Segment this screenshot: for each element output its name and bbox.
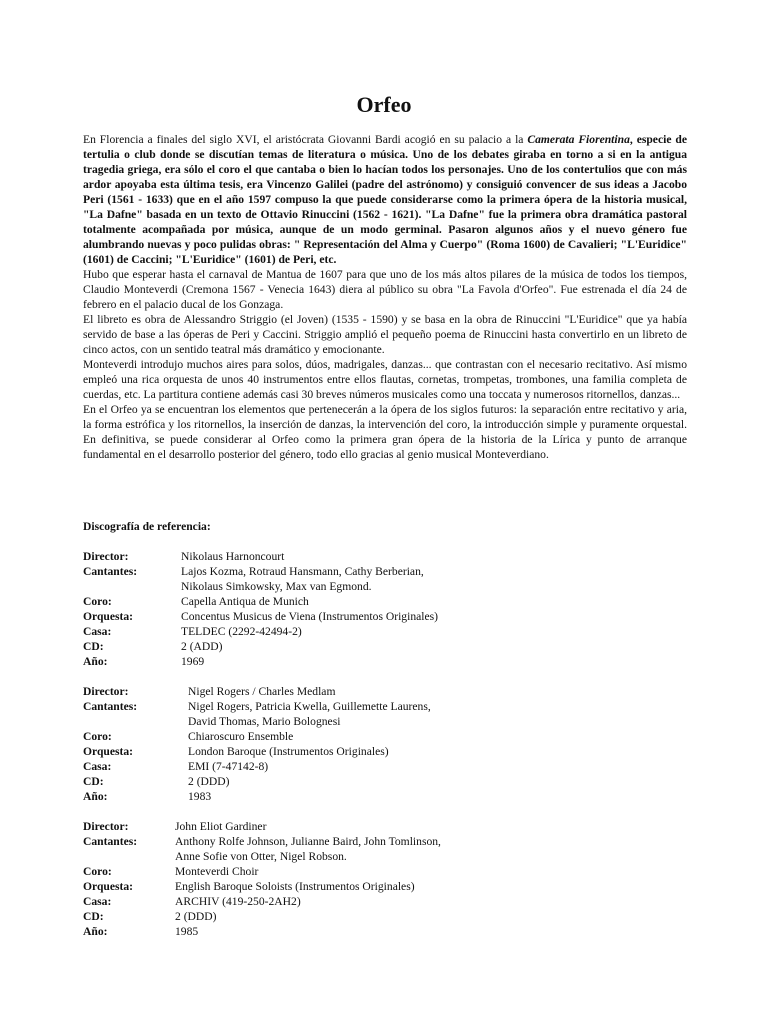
cd-value: 2 (DDD) [188,775,230,788]
year-label: Año: [83,925,108,938]
record-label-value: ARCHIV (419-250-2AH2) [175,895,301,908]
year-value: 1983 [188,790,212,803]
director-value: John Eliot Gardiner [175,820,267,833]
record-label-value: TELDEC (2292-42494-2) [181,625,302,638]
choir-label: Coro: [83,595,112,608]
record-label-label: Casa: [83,760,112,773]
singers-value: Nigel Rogers, Patricia Kwella, Guillemette Laurens, [188,700,431,713]
choir-value: Monteverdi Choir [175,865,259,878]
discography-entry [83,549,687,669]
year-value: 1969 [181,655,205,668]
paragraph-4: Monteverdi introdujo muchos aires para solos, dúos, madrigales, danzas... que contrastan con el necesario recitativo. Así mismo empleó una rica orquesta de unos 40 instrumentos entre ellos flautas, cornetas, trompetas, trombones, una familia completa de cuerdas, etc. La partitura contiene además casi 30 breves números musicales como una toccata y numerosos ritornellos, danzas... [83,358,687,401]
singers-value-continued: David Thomas, Mario Bolognesi [188,715,341,728]
director-label: Director: [83,685,129,698]
choir-value: Capella Antiqua de Munich [181,595,309,608]
choir-value: Chiaroscuro Ensemble [188,730,294,743]
cd-value: 2 (DDD) [175,910,217,923]
director-label: Director: [83,820,129,833]
record-label-label: Casa: [83,895,112,908]
cd-label: CD: [83,910,104,923]
record-label-value: EMI (7-47142-8) [188,760,269,773]
orchestra-value: English Baroque Soloists (Instrumentos Originales) [175,880,415,893]
year-value: 1985 [175,925,199,938]
record-label-label: Casa: [83,625,112,638]
singers-value: Lajos Kozma, Rotraud Hansmann, Cathy Berberian, [181,565,424,578]
director-value: Nikolaus Harnoncourt [181,550,285,563]
paragraph-1 [83,132,687,267]
paragraph-1-bold: , especie de tertulia o club donde se discutían temas de literatura o música. Uno de los debates giraba en torno a si en la antigua tragedia griega, era sólo el coro el que cantaba o bien lo hacían todos los personajes. Uno de los contertulios que con más ardor apoyaba esta última tesis, era Vincenzo Galilei (padre del astrónomo) y consiguió convencer de sus ideas a Jacobo Peri (1561 - 1633) que en el año 1597 compuso la que puede considerarse como la primera ópera de la historia musical, "La Dafne" basada en un texto de Ottavio Rinuccini (1562 - 1621). "La Dafne" fue la primera obra dramática pastoral totalmente acompañada por música, aunque de un modo germinal. Pasaron algunos años y el nuevo género fue alumbrando nuevas y poco pulidas obras: " Representación del Alma y Cuerpo" (Roma 1600) de Cavalieri; "L'Euridice" (1601) de Caccini; "L'Euridice" (1601) de Peri, etc. [83,133,687,266]
singers-value-continued: Nikolaus Simkowsky, Max van Egmond. [181,580,372,593]
director-value: Nigel Rogers / Charles Medlam [188,685,336,698]
year-label: Año: [83,790,108,803]
singers-value-continued: Anne Sofie von Otter, Nigel Robson. [175,850,347,863]
singers-label: Cantantes: [83,835,138,848]
orchestra-value: Concentus Musicus de Viena (Instrumentos Originales) [181,610,439,623]
camerata-name: Camerata Fiorentina [527,133,630,146]
paragraph-5: En el Orfeo ya se encuentran los elementos que pertenecerán a la ópera de los siglos futuros: la separación entre recitativo y aria, la forma estrófica y los ritornellos, la inserción de danzas, la intervención del coro, la introducción simple y puramente orquestal. En definitiva, se puede considerar al Orfeo como la primera gran ópera de la historia de la Lírica y punto de arranque fundamental en el desarrollo posterior del género, todo ello gracias al genio musical Monteverdiano. [83,403,687,461]
paragraph-3: El libreto es obra de Alessandro Striggio (el Joven) (1535 - 1590) y se basa en la obra de Rinuccini "L'Euridice" que ya había servido de base a las óperas de Peri y Caccini. Striggio amplió el pequeño poema de Rinuccini hasta convertirlo en un libreto de cinco actos, con un sentido teatral más dramático y emocionante. [83,313,687,356]
cd-label: CD: [83,640,104,653]
singers-label: Cantantes: [83,565,138,578]
choir-label: Coro: [83,730,112,743]
choir-label: Coro: [83,865,112,878]
discography-heading: Discografía de referencia: [83,520,211,533]
director-label: Director: [83,550,129,563]
paragraph-1-start: En Florencia a finales del siglo XVI, el aristócrata Giovanni Bardi acogió en su palacio a la [83,133,528,146]
orchestra-label: Orquesta: [83,880,134,893]
orchestra-label: Orquesta: [83,745,134,758]
cd-value: 2 (ADD) [181,640,223,653]
intro-text [83,132,687,462]
paragraph-2: Hubo que esperar hasta el carnaval de Mantua de 1607 para que uno de los más altos pilares de la música de todos los tiempos, Claudio Monteverdi (Cremona 1567 - Venecia 1643) diera al público su obra "La Favola d'Orfeo". Fue estrenada el día 24 de febrero en el palacio ducal de los Gonzaga. [83,268,687,311]
orchestra-value: London Baroque (Instrumentos Originales) [188,745,389,758]
discography-entry [83,684,687,804]
page-title: Orfeo [356,92,412,117]
singers-value: Anthony Rolfe Johnson, Julianne Baird, John Tomlinson, [175,835,441,848]
cd-label: CD: [83,775,104,788]
singers-label: Cantantes: [83,700,138,713]
orchestra-label: Orquesta: [83,610,134,623]
year-label: Año: [83,655,108,668]
discography-entry [83,819,687,939]
